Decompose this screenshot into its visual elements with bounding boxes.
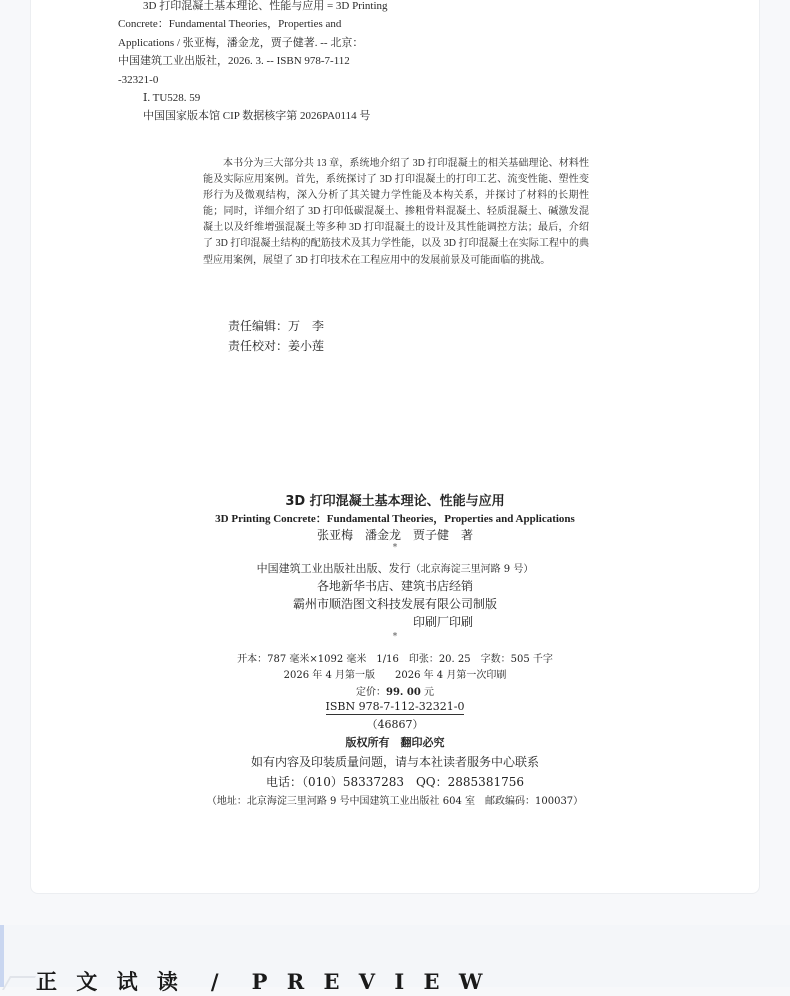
price-value: 99. 00 xyxy=(386,687,421,698)
plate-maker: 霸州市顺浩图文科技发展有限公司制版 xyxy=(292,597,497,611)
separator-star: * xyxy=(392,632,398,642)
distributor: 各地新华书店、建筑书店经销 xyxy=(316,579,473,593)
responsible-proofreader: 责任校对：姜小莲 xyxy=(228,338,325,353)
book-english-title: 3D Printing Concrete：Fundamental Theories，Properties and Applications xyxy=(215,513,575,525)
edition-info: 2026 年 4 月第一版 2026 年 4 月第一次印刷 xyxy=(283,670,507,681)
book-title: 3D 打印混凝土基本理论、性能与应用 xyxy=(285,494,505,509)
isbn-line xyxy=(0,700,790,713)
book-authors: 张亚梅 潘金龙 贾子健 著 xyxy=(316,528,473,542)
responsible-editor: 责任编辑：万 李 xyxy=(228,319,325,333)
preview-heading: 正 文 试 读 / P R E V I E W xyxy=(36,969,489,994)
book-summary: 本书分为三大部分共 13 章，系统地介绍了 3D 打印混凝土的相关基础理论、材料性能及实际应用案例。首先，系统探讨了 3D 打印混凝土的打印工艺、流变性能、塑性变形行为及微观结构，深入分析了其关键力学性能及本构关系，并探讨了材料的长期性能；同时，详细介绍了 3D 打印低碳混凝土、掺粗骨料混凝土、轻质混凝土、碱激发混凝土以及纤维增强混凝土等多种 3D 打印混凝土的设计及其性能调控方法；最后，介绍了 3D 打印混凝土结构的配筋技术及其力学性能，以及 3D 打印混凝土在实际工程中的典型应用案例，展望了 3D 打印技术在工程应用中的发展前景及可能面临的挑战。 xyxy=(203,158,589,266)
cip-line: 中国国家版本馆 CIP 数据核字第 2026PA0114 号 xyxy=(143,110,371,123)
cip-line: 中国建筑工业出版社，2026. 3. -- ISBN 978-7-112 xyxy=(118,55,350,68)
cip-line: Ⅰ. TU528. 59 xyxy=(143,92,201,105)
price-label: 定价： xyxy=(356,687,386,698)
preview-accent-bar xyxy=(0,925,4,987)
cip-line: 3D 打印混凝土基本理论、性能与应用 = 3D Printing xyxy=(143,0,388,12)
printer: 印刷厂印刷 xyxy=(412,615,473,629)
rights-notice: 版权所有 翻印必究 xyxy=(345,736,445,749)
phone-qq: 电话：（010）58337283 QQ：2885381756 xyxy=(265,775,524,789)
cip-line: Concrete：Fundamental Theories，Properties and xyxy=(118,18,342,31)
editor-credits xyxy=(228,317,324,356)
publisher: 中国建筑工业出版社出版、发行 xyxy=(256,562,411,575)
cip-line: -32321-0 xyxy=(118,73,159,86)
cip-line: Applications / 张亚梅，潘金龙，贾子健著. -- 北京： xyxy=(118,36,364,49)
format-spec: 开本：787 毫米×1092 毫米 1/16 印张：20. 25 字数：505 千字 xyxy=(237,654,553,665)
book-code: （46867） xyxy=(366,718,424,731)
price-line xyxy=(0,683,790,698)
separator-star: * xyxy=(392,543,398,553)
publisher-line xyxy=(0,560,790,576)
publisher-full-address: （地址：北京海淀三里河路 9 号中国建筑工业出版社 604 室 邮政编码：100037） xyxy=(206,796,584,807)
price-unit: 元 xyxy=(420,687,434,698)
service-contact: 如有内容及印装质量问题，请与本社读者服务中心联系 xyxy=(250,755,539,769)
cip-record xyxy=(118,0,418,126)
isbn: ISBN 978-7-112-32321-0 xyxy=(325,700,465,713)
publisher-address: （北京海淀三里河路 9 号） xyxy=(410,564,534,575)
